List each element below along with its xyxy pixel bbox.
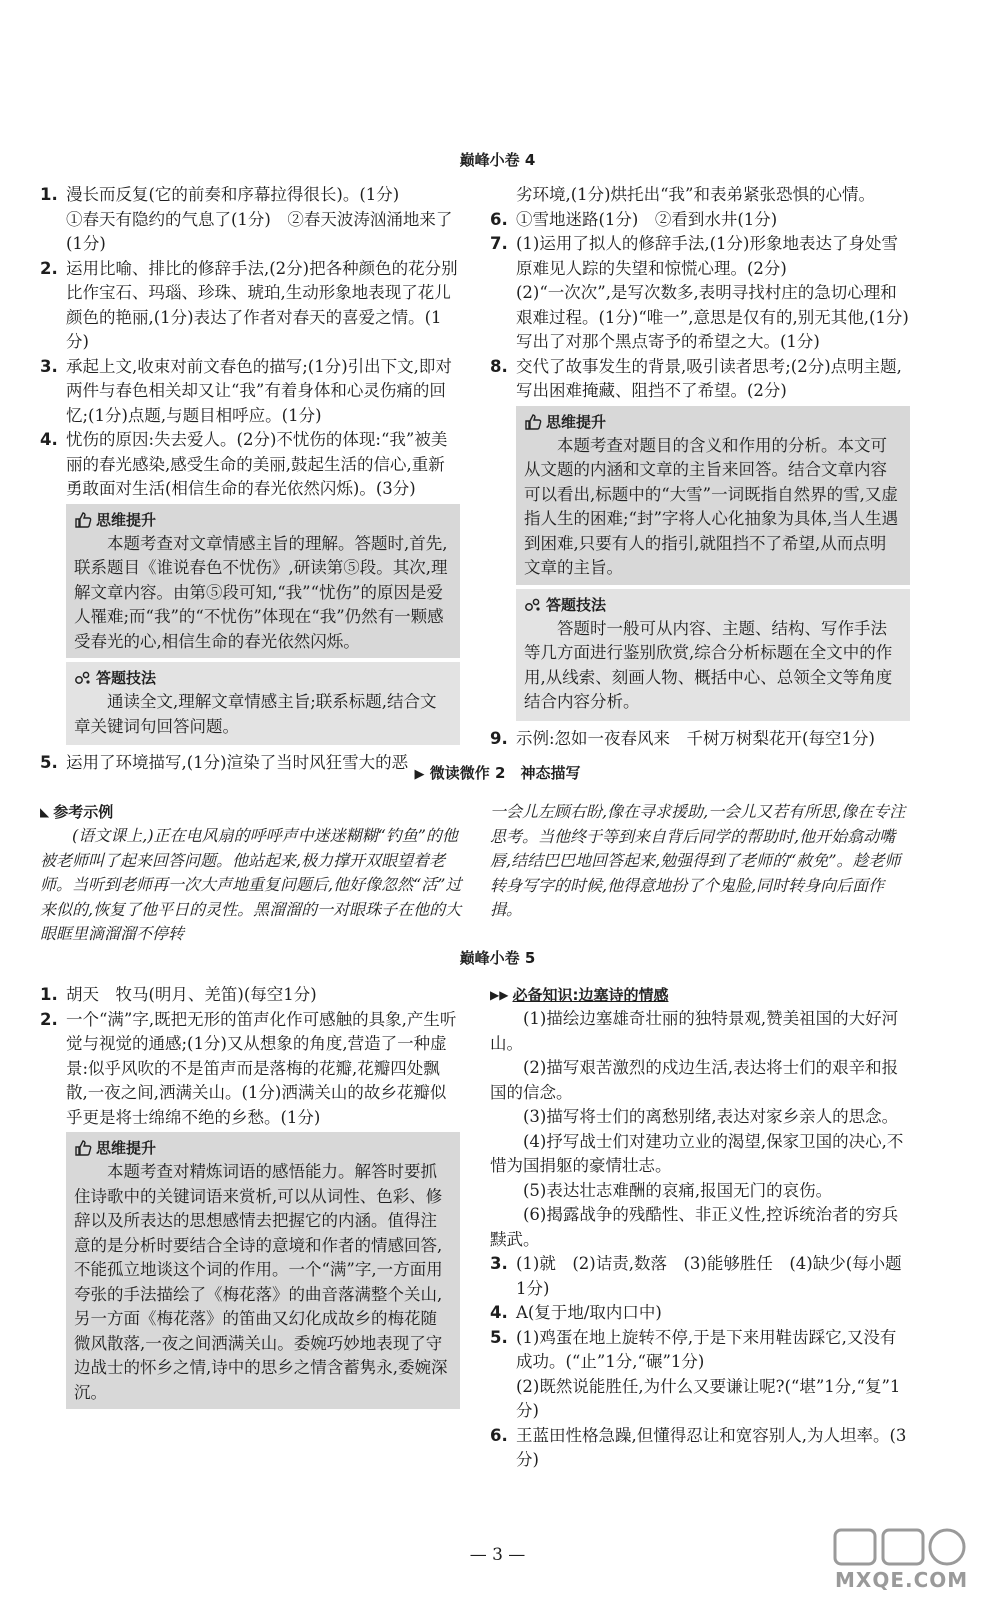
- thinking-text: 本题考查对文章情感主旨的理解。答题时,首先,联系题目《谁说春色不忧伤》,研读第⑤段。其次,理解文章内容。由第⑤段可知,“我”“忧伤”的原因是爱人罹难;而“我”的“不忧伤”体现在“我”仍然有一颗感受春光的心,相信生命的春光依然闪烁。: [74, 533, 448, 651]
- answer-number: 1.: [40, 985, 58, 1004]
- thinking-label: 思维提升: [96, 1139, 157, 1157]
- answer-number: 6.: [490, 1425, 508, 1445]
- reference-label: 参考示例: [53, 803, 114, 821]
- answer-number: 6.: [490, 209, 508, 229]
- answer-number: 7.: [490, 234, 508, 253]
- answer-item: [40, 428, 460, 502]
- answer-text: (1)运用了拟人的修辞手法,(1分)形象地表达了身处雪原难见人踪的失望和惊慌心理。(2分): [516, 234, 898, 278]
- answer-item: [490, 727, 910, 752]
- micro-section-title: [0, 762, 995, 783]
- section4-right-column: [490, 183, 910, 751]
- thinking-box: [66, 504, 460, 659]
- answer-text: 一个“满”字,既把无形的笛声化作可感触的具象,产生听觉与视觉的通感;(1分)又从想象的角度,营造了一种虚景:似乎风吹的不是笛声而是落梅的花瓣,花瓣四处飘散,一夜之间,洒满关山。(1分)洒满关山的故乡花瓣似乎更是将士绵绵不绝的乡愁。(1分): [66, 1009, 457, 1127]
- answer-number: 3.: [490, 1254, 508, 1273]
- thinking-label: 思维提升: [546, 412, 607, 431]
- answer-subtext: (2)既然说能胜任,为什么又要谦让呢?(“堪”1分,“复”1分): [516, 1376, 901, 1420]
- answer-item: [490, 1424, 910, 1473]
- watermark-text: MXQE.COM: [835, 1568, 969, 1592]
- thumbs-up-icon: [74, 1140, 92, 1156]
- method-box: [66, 662, 460, 745]
- micro-right-column: [490, 800, 910, 923]
- double-arrow-icon: ▶▶: [490, 988, 509, 1002]
- answer-item: [40, 183, 460, 208]
- page-number: — 3 —: [469, 1545, 526, 1565]
- method-box-title: [524, 593, 902, 617]
- answer-number: 5.: [40, 753, 58, 772]
- knowledge-title: [490, 983, 910, 1007]
- method-label: 答题技法: [96, 669, 157, 687]
- knowledge-item: (5)表达壮志难酬的哀痛,报国无门的哀伤。: [523, 1180, 833, 1200]
- answer-text: ①雪地迷路(1分) ②看到水井(1分): [516, 209, 778, 229]
- knowledge-label: 必备知识:边塞诗的情感: [512, 986, 669, 1004]
- thumbs-up-icon: [74, 512, 92, 528]
- answer-text: 漫长而反复(它的前奏和序幕拉得很长)。(1分): [66, 185, 400, 204]
- knowledge-item: (4)抒写战士们对建功立业的渴望,保家卫国的决心,不惜为国捐躯的豪情壮志。: [490, 1131, 904, 1175]
- section-title-4: 巅峰小卷 4: [459, 151, 536, 169]
- thinking-text: 本题考查对题目的含义和作用的分析。本文可从文题的内涵和文章的主旨来回答。结合文章内容可以看出,标题中的“大雪”一词既指自然界的雪,又虚指人生的困难;“封”字将人心化抽象为具体,当人生遇到困难,只要有人的指引,就阻挡不了希望,从而点明文章的主旨。: [524, 435, 899, 577]
- play-icon: ▶: [414, 767, 425, 782]
- answer-item: [40, 355, 460, 429]
- thinking-box: [66, 1132, 460, 1409]
- micro-title: 微读微作 2 神态描写: [429, 764, 581, 782]
- answer-item: [490, 355, 910, 404]
- answer-text: A(复于地/取内口中): [516, 1303, 662, 1322]
- knowledge-item: (1)描绘边塞雄奇壮丽的独特景观,赞美祖国的大好河山。: [490, 1009, 899, 1053]
- answer-number: 4.: [490, 1303, 508, 1322]
- answer-continuation: 劣环境,(1分)烘托出“我”和表弟紧张恐惧的心情。: [516, 185, 875, 204]
- method-text: 答题时一般可从内容、主题、结构、写作手法等几方面进行鉴别欣赏,综合分析标题在全文中的作用,从线索、刻画人物、概括中心、总领全文等角度结合内容分析。: [524, 618, 893, 711]
- answer-number: 5.: [490, 1327, 508, 1347]
- answer-number: 3.: [40, 356, 58, 376]
- answer-item: [490, 1326, 910, 1375]
- answer-number: 4.: [40, 430, 58, 449]
- answer-item: [40, 983, 460, 1008]
- answer-number: 2.: [40, 258, 58, 278]
- answer-text: (1)就 (2)诘责,数落 (3)能够胜任 (4)缺少(每小题1分): [516, 1254, 902, 1298]
- answer-text: 承起上文,收束对前文春色的描写;(1分)引出下文,即对两件与春色相关却又让“我”有着身体和心灵伤痛的回忆;(1分)点题,与题目相呼应。(1分): [66, 356, 452, 425]
- answer-item: [490, 232, 910, 281]
- thinking-text: 本题考查对精炼词语的感悟能力。解答时要抓住诗歌中的关键词语来赏析,可以从词性、色彩、修辞以及所表达的思想感情去把握它的内涵。值得注意的是分析时要结合全诗的意境和作者的情感回答,不能孤立地谈这个词的作用。一个“满”字,一方面用夸张的手法描绘了《梅花落》的曲音落满整个关山,另一方面《梅花落》的笛曲又幻化成故乡的梅花随微风散落,一夜之间洒满关山。委婉巧妙地表现了守边战士的怀乡之情,诗中的思乡之情含蓄隽永,委婉深沉。: [74, 1162, 448, 1402]
- answer-item: [490, 1301, 910, 1326]
- thumbs-up-icon: [524, 414, 542, 430]
- answer-text: (1)鸡蛋在地上旋转不停,于是下来用鞋齿踩它,又没有成功。(“止”1分,“碾”1分): [516, 1327, 897, 1371]
- thinking-label: 思维提升: [96, 510, 157, 529]
- pen-icon: ◣: [40, 805, 50, 819]
- answer-number: 2.: [40, 1009, 58, 1029]
- answer-text: 王蓝田性格急躁,但懂得忍让和宽容别人,为人坦率。(3分): [516, 1425, 907, 1469]
- answer-item: [40, 1008, 460, 1131]
- method-label: 答题技法: [546, 595, 607, 614]
- answer-item: [40, 257, 460, 355]
- gear-icon: [524, 597, 542, 613]
- method-box: [516, 589, 910, 721]
- watermark-logo: [827, 1524, 977, 1594]
- thinking-box-title: [74, 1136, 452, 1160]
- method-text: 通读全文,理解文章情感主旨;联系标题,结合文章关键词句回答问题。: [74, 692, 437, 736]
- reference-title: [40, 800, 470, 824]
- answer-subtext: (2)“一次次”,是写次数多,表明寻找村庄的急切心理和艰难过程。(1分)“唯一”,意思是仅有的,别无其他,(1分)写出了对那个黑点寄予的希望之大。(1分): [516, 283, 909, 351]
- thinking-box: [516, 406, 910, 585]
- answer-text: 交代了故事发生的背景,吸引读者思考;(2分)点明主题,写出困难掩藏、阻挡不了希望。(2分): [516, 356, 902, 400]
- method-box-title: [74, 666, 452, 690]
- reference-text-left: (语文课上,)正在电风扇的呼呼声中迷迷糊糊“钓鱼”的他被老师叫了起来回答问题。他站起来,极力撑开双眼望着老师。当听到老师再一次大声地重复问题后,他好像忽然“活”过来似的,恢复了他平日的灵性。黑溜溜的一对眼珠子在他的大眼眶里滴溜溜不停转: [40, 826, 462, 943]
- knowledge-item: (2)描写艰苦激烈的戍边生活,表达将士们的艰辛和报国的信念。: [490, 1058, 899, 1102]
- answer-item: [490, 208, 910, 233]
- section5-right-column: [490, 983, 910, 1473]
- section5-left-column: [40, 983, 460, 1413]
- answer-text: 示例:忽如一夜春风来 千树万树梨花开(每空1分): [516, 728, 875, 748]
- reference-text-right: 一会儿左顾右盼,像在寻求援助,一会儿又若有所思,像在专注思考。当他终于等到来自背后同学的帮助时,他开始翕动嘴唇,结结巴巴地回答起来,勉强得到了老师的“赦免”。趁老师转身写字的时候,他得意地扮了个鬼脸,同时转身向后面作揖。: [490, 802, 906, 919]
- answer-number: 1.: [40, 185, 58, 204]
- gear-icon: [74, 670, 92, 686]
- answer-subtext: ①春天有隐约的气息了(1分) ②春天波涛汹涌地来了(1分): [66, 209, 453, 253]
- thinking-box-title: [524, 410, 902, 434]
- answer-text: 忧伤的原因:失去爱人。(2分)不忧伤的体现:“我”被美丽的春光感染,感受生命的美丽,鼓起生活的信心,重新勇敢面对生活(相信生命的春光依然闪烁)。(3分): [66, 430, 448, 498]
- thinking-box-title: [74, 508, 452, 532]
- answer-text: 运用比喻、排比的修辞手法,(2分)把各种颜色的花分别比作宝石、玛瑙、珍珠、琥珀,生动形象地表现了花儿颜色的艳丽,(1分)表达了作者对春天的喜爱之情。(1分): [66, 258, 458, 351]
- answer-text: 胡天 牧马(明月、羌笛)(每空1分): [66, 985, 317, 1004]
- answer-number: 8.: [490, 356, 508, 376]
- knowledge-item: (6)揭露战争的残酷性、非正义性,控诉统治者的穷兵黩武。: [490, 1205, 899, 1249]
- section-title-5: 巅峰小卷 5: [459, 949, 536, 967]
- answer-number: 9.: [490, 728, 508, 748]
- answer-item: [490, 1252, 910, 1301]
- answer-text: 运用了环境描写,(1分)渲染了当时风狂雪大的恶: [66, 753, 409, 772]
- section4-left-column: [40, 183, 460, 776]
- knowledge-item: (3)描写将士们的离愁别绪,表达对家乡亲人的思念。: [523, 1107, 899, 1126]
- micro-left-column: [40, 800, 470, 947]
